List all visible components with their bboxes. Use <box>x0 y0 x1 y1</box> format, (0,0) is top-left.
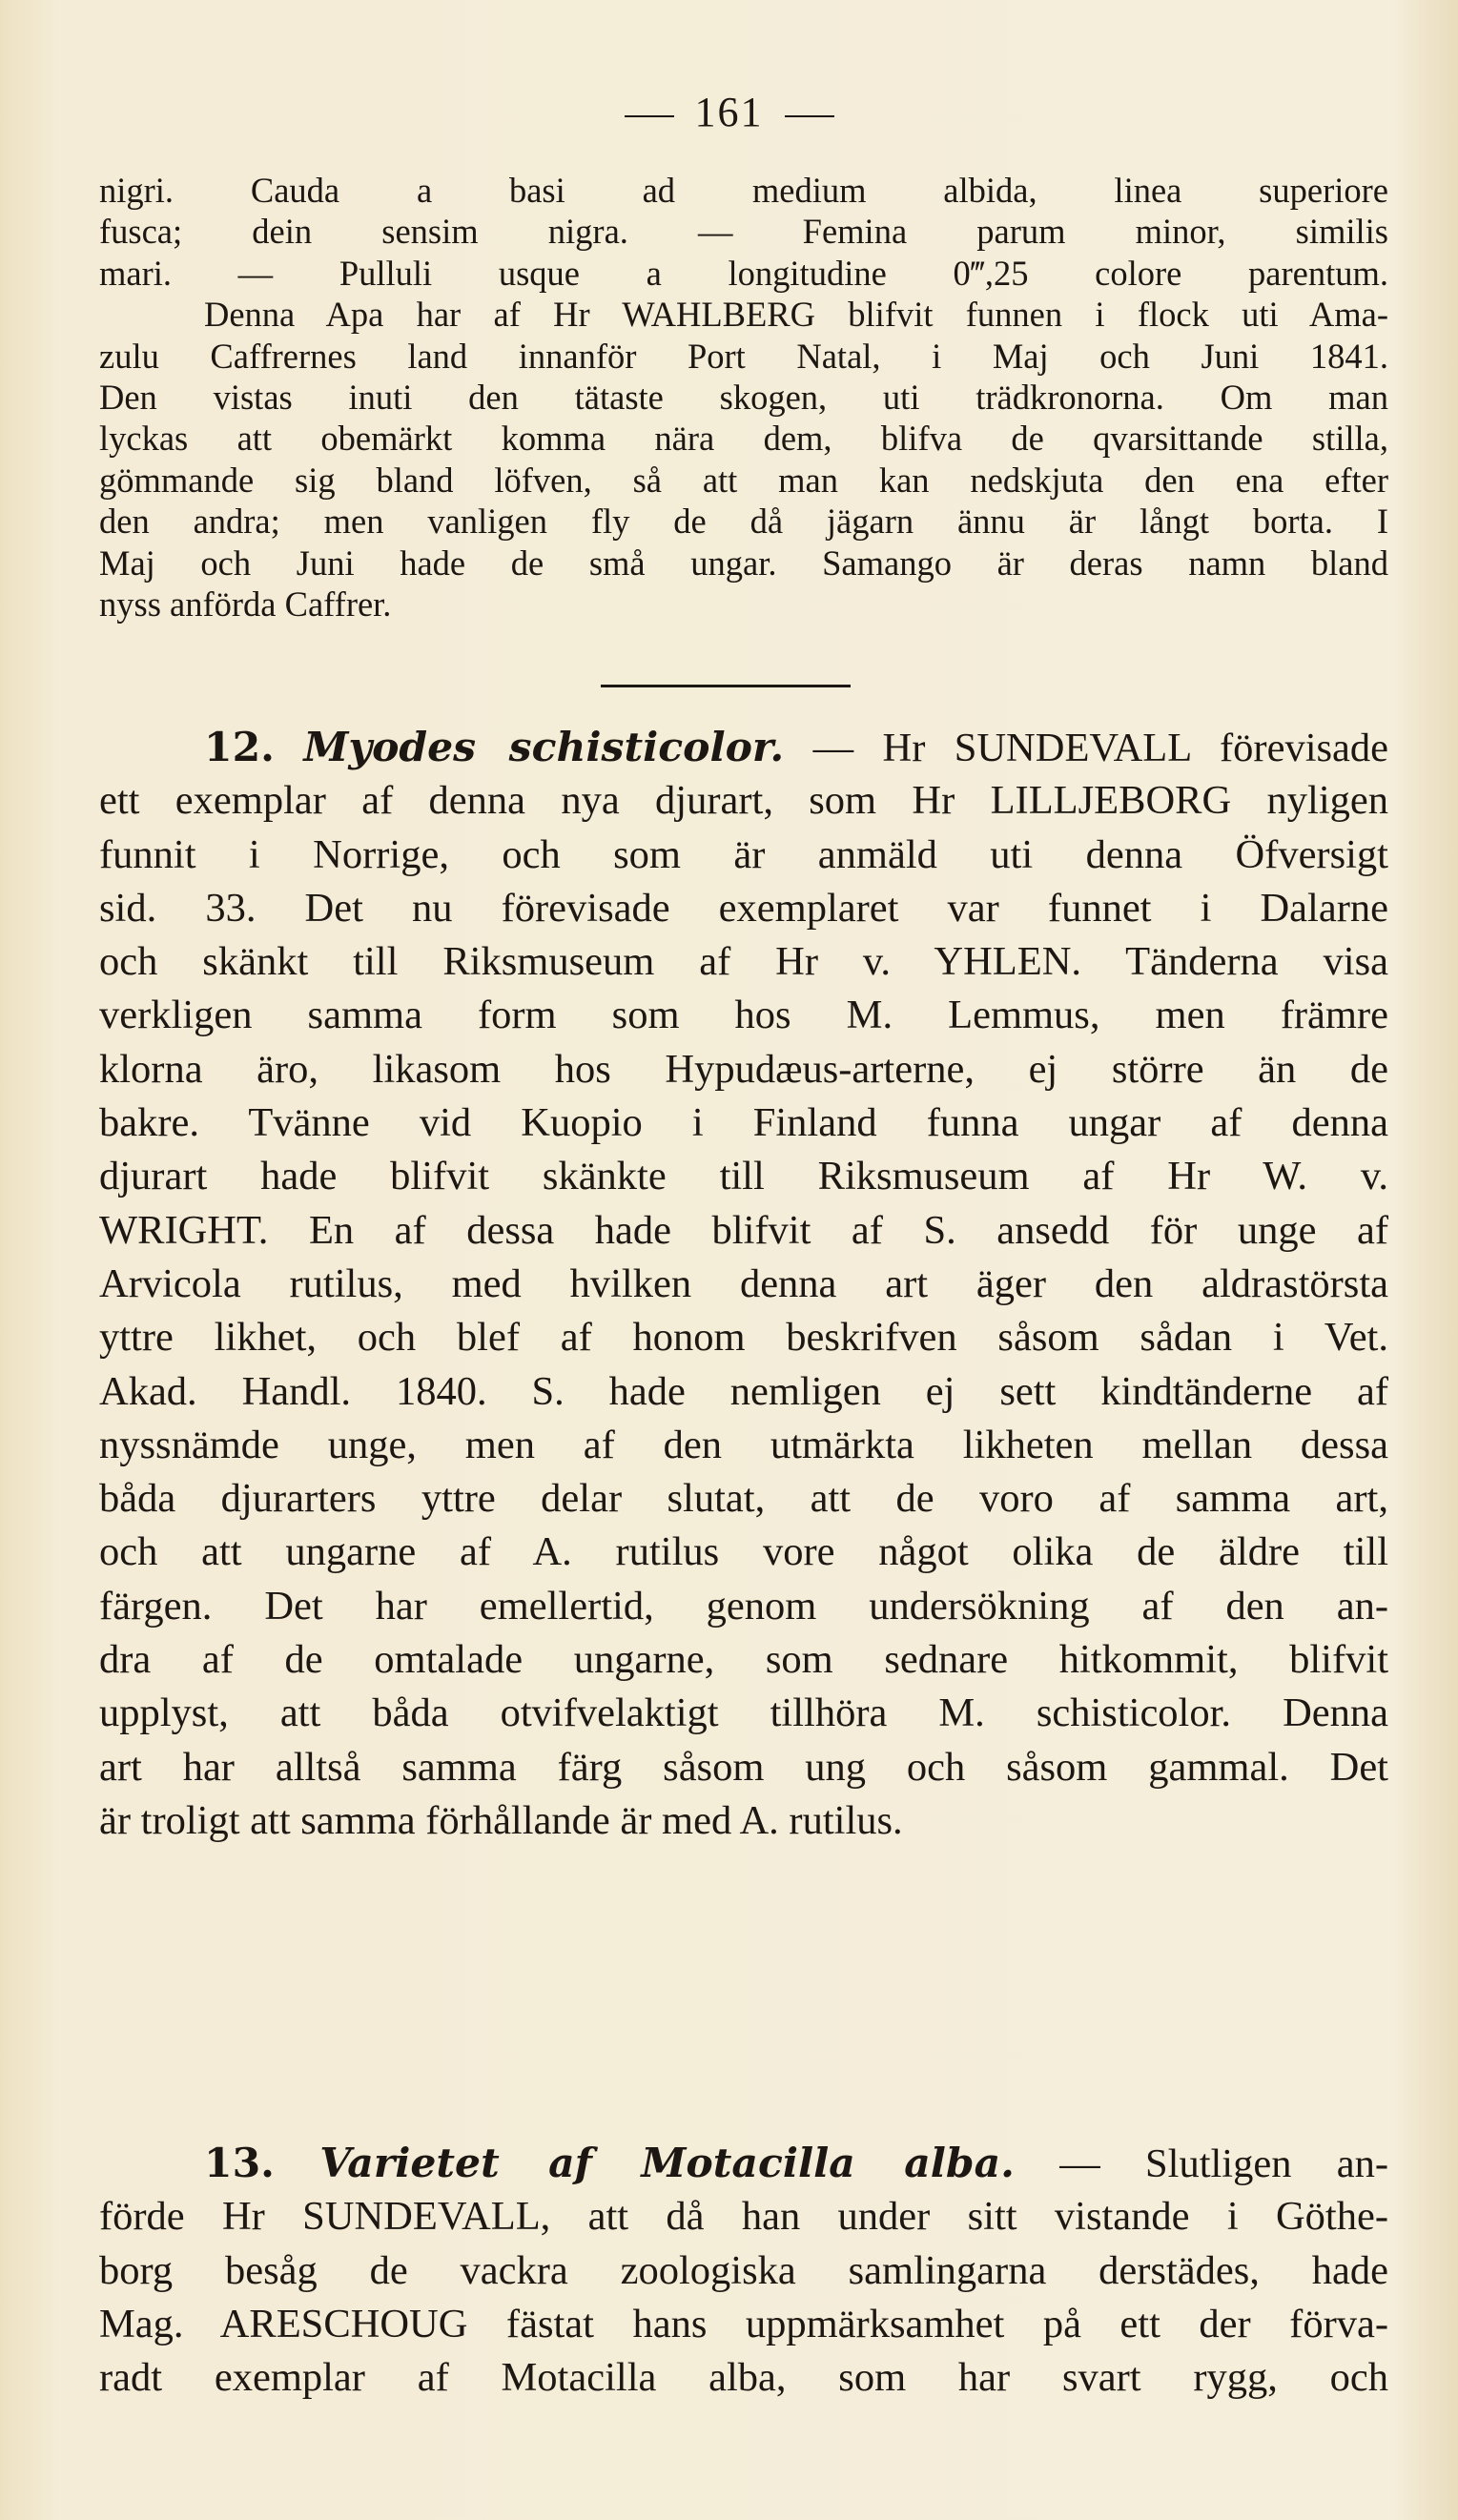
text-line: borg besåg de vackra zoologiska samlingarna derstädes, hade <box>99 2247 1388 2293</box>
section-13-first-line-rest: — Slutligen an- <box>1059 2141 1388 2186</box>
page-number: 161 <box>694 89 764 135</box>
text-line: och skänkt till Riksmuseum af Hr v. YHLEN. Tänderna visa <box>99 939 1388 985</box>
text-line: radt exemplar af Motacilla alba, som har svart rygg, och <box>99 2355 1388 2401</box>
section-12-number: 12. <box>204 724 275 771</box>
text-line: gömmande sig bland löfven, så att man kan nedskjuta den ena efter <box>99 460 1388 500</box>
text-line: yttre likhet, och blef af honom beskrifven såsom sådan i Vet. <box>99 1315 1388 1361</box>
text-line: art har alltså samma färg såsom ung och såsom gammal. Det <box>99 1744 1388 1790</box>
text-line: bakre. Tvänne vid Kuopio i Finland funna ungar af denna <box>99 1100 1388 1146</box>
section-13-first-line <box>99 2137 1388 2190</box>
text-line: Arvicola rutilus, med hvilken denna art äger den aldrastörsta <box>99 1260 1388 1306</box>
text-line: och att ungarne af A. rutilus vore något olika de äldre till <box>99 1529 1388 1575</box>
section-divider <box>601 685 851 687</box>
section-13-title: Varietet af Motacilla alba. <box>319 2140 1015 2187</box>
text-line: WRIGHT. En af dessa hade blifvit af S. ansedd för unge af <box>99 1207 1388 1253</box>
section-12-first-line-rest: — Hr SUNDEVALL förevisade <box>812 726 1388 770</box>
text-line: zulu Caffrernes land innanför Port Natal, i Maj och Juni 1841. <box>99 336 1388 376</box>
text-line: Maj och Juni hade de små ungar. Samango är deras namn bland <box>99 543 1388 583</box>
section-12-first-line <box>99 721 1388 774</box>
text-line: Den vistas inuti den tätaste skogen, uti trädkronorna. Om man <box>99 377 1388 417</box>
section-13-number: 13. <box>204 2140 275 2187</box>
text-line: nyss anförda Caffrer. <box>99 584 392 624</box>
text-line: förde Hr SUNDEVALL, att då han under sitt vistande i Göthe- <box>99 2194 1388 2240</box>
text-line: fusca; dein sensim nigra. — Femina parum minor, similis <box>99 212 1388 252</box>
text-line: Akad. Handl. 1840. S. hade nemligen ej sett kindtänderne af <box>99 1368 1388 1414</box>
text-line: upplyst, att båda otvifvelaktigt tillhöra M. schisticolor. Denna <box>99 1690 1388 1736</box>
text-line: båda djurarters yttre delar slutat, att de voro af samma art, <box>99 1476 1388 1522</box>
paragraph-species-description <box>99 170 1388 625</box>
text-line: verkligen samma form som hos M. Lemmus, men främre <box>99 993 1388 1038</box>
text-line: Mag. ARESCHOUG fästat hans uppmärksamhet på ett der förva- <box>99 2301 1388 2346</box>
text-line: färgen. Det har emellertid, genom undersökning af den an- <box>99 1583 1388 1629</box>
text-line: nigri. Cauda a basi ad medium albida, linea superiore <box>99 171 1388 210</box>
text-line: funnit i Norrige, och som är anmäld uti denna Öfversigt <box>99 831 1388 877</box>
text-line: lyckas att obemärkt komma nära dem, blifva de qvarsittande stilla, <box>99 419 1388 459</box>
text-line: mari. — Pulluli usque a longitudine 0‴,25 colore parentum. <box>99 253 1388 293</box>
section-12-title: Myodes schisticolor. <box>303 724 785 771</box>
section-12 <box>99 721 1388 1848</box>
text-line: den andra; men vanligen fly de då jägarn ännu är långt borta. I <box>99 502 1388 542</box>
section-13 <box>99 2137 1388 2405</box>
text-line: dra af de omtalade ungarne, som sednare hitkommit, blifvit <box>99 1637 1388 1683</box>
text-line: djurart hade blifvit skänkte till Riksmuseum af Hr W. v. <box>99 1154 1388 1199</box>
text-line: sid. 33. Det nu förevisade exemplaret var funnet i Dalarne <box>99 885 1388 931</box>
text-line: ett exemplar af denna nya djurart, som Hr LILLJEBORG nyligen <box>99 778 1388 824</box>
text-line: Denna Apa har af Hr WAHLBERG blifvit funnen i flock uti Ama- <box>204 295 1388 335</box>
header-dash-left <box>625 115 674 117</box>
text-line: klorna äro, likasom hos Hypudæus-arterne, ej större än de <box>99 1046 1388 1092</box>
page-header <box>0 88 1458 136</box>
header-dash-right <box>785 115 834 117</box>
text-line: nyssnämde unge, men af den utmärkta likheten mellan dessa <box>99 1422 1388 1467</box>
text-line: är troligt att samma förhållande är med A. rutilus. <box>99 1797 903 1843</box>
